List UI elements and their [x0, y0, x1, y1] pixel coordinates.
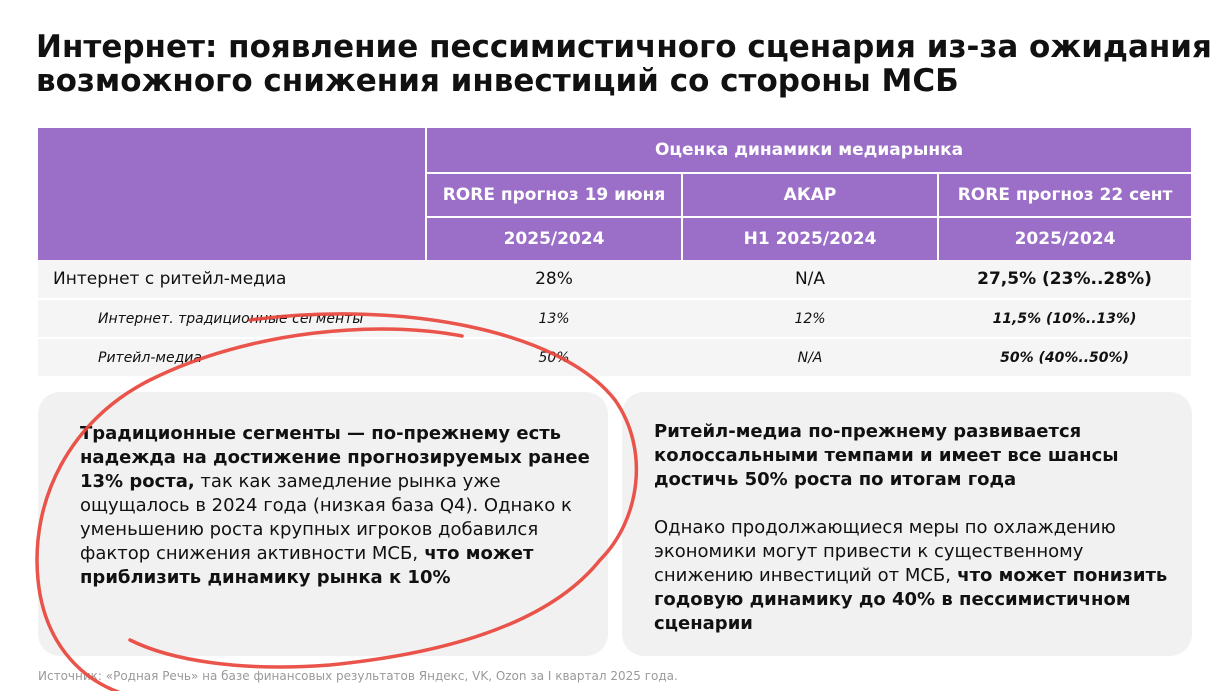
traditional-segments-text [80, 422, 600, 590]
retail-media-text [654, 420, 1174, 636]
card-bold-text: Традиционные сегменты — по-прежнему есть надежда на достижение прогнозируемых ранее 13% роста, [80, 423, 590, 492]
row-label: Интернет с ритейл-медиа [38, 260, 426, 299]
table-cell: 13% [426, 299, 682, 338]
slide-title [36, 30, 1216, 98]
source-footnote: Источник: «Родная Речь» на базе финансовых результатов Яндекс, VK, Ozon за I квартал 2025 года. [38, 669, 678, 683]
card-heading [654, 420, 1174, 492]
column-header: RORE прогноз 19 июня [426, 173, 682, 217]
card-bold-text: что может понизить годовую динамику до 40% в пессимистичном сценарии [654, 565, 1168, 634]
column-header: АКАР [682, 173, 938, 217]
table-cell: 50% (40%..50%) [938, 338, 1191, 376]
row-label: Интернет. традиционные сегменты [38, 299, 426, 338]
table-cell: 28% [426, 260, 682, 299]
card-text: так как замедление рынка уже ощущалось в 2024 года (низкая база Q4). Однако к уменьшению роста крупных игроков добавился фактор снижения активности МСБ, [80, 471, 572, 564]
table-header-row [38, 128, 1191, 173]
table-cell: 27,5% (23%..28%) [938, 260, 1191, 299]
row-label: Ритейл-медиа [38, 338, 426, 376]
table-cell: N/A [682, 338, 938, 376]
table-row [38, 299, 1191, 338]
column-period: 2025/2024 [938, 217, 1191, 260]
card-text: Однако продолжающиеся меры по охлаждению экономики могут привести к существенному снижению инвестиций от МСБ, [654, 517, 1116, 586]
table-group-header: Оценка динамики медиарынка [426, 128, 1191, 173]
table-cell: N/A [682, 260, 938, 299]
table-row [38, 338, 1191, 376]
card-paragraph [654, 516, 1174, 636]
card-bold-text: Ритейл-медиа по-прежнему развивается колоссальными темпами и имеет все шансы достичь 50% роста по итогам года [654, 421, 1119, 490]
table-cell: 11,5% (10%..13%) [938, 299, 1191, 338]
slide-title-line1: Интернет: появление пессимистичного сценария из-за ожидания [36, 29, 1212, 65]
column-header: RORE прогноз 22 сент [938, 173, 1191, 217]
column-period: 2025/2024 [426, 217, 682, 260]
traditional-segments-card [38, 392, 608, 656]
table-header-empty-cell [38, 128, 426, 260]
table-cell: 50% [426, 338, 682, 376]
table-cell: 12% [682, 299, 938, 338]
column-period: H1 2025/2024 [682, 217, 938, 260]
table-row [38, 260, 1191, 299]
media-market-table [38, 128, 1191, 376]
card-bold-text: что может приблизить динамику рынка к 10% [80, 543, 534, 588]
retail-media-card [622, 392, 1192, 656]
slide-title-line2: возможного снижения инвестиций со стороны МСБ [36, 63, 959, 99]
